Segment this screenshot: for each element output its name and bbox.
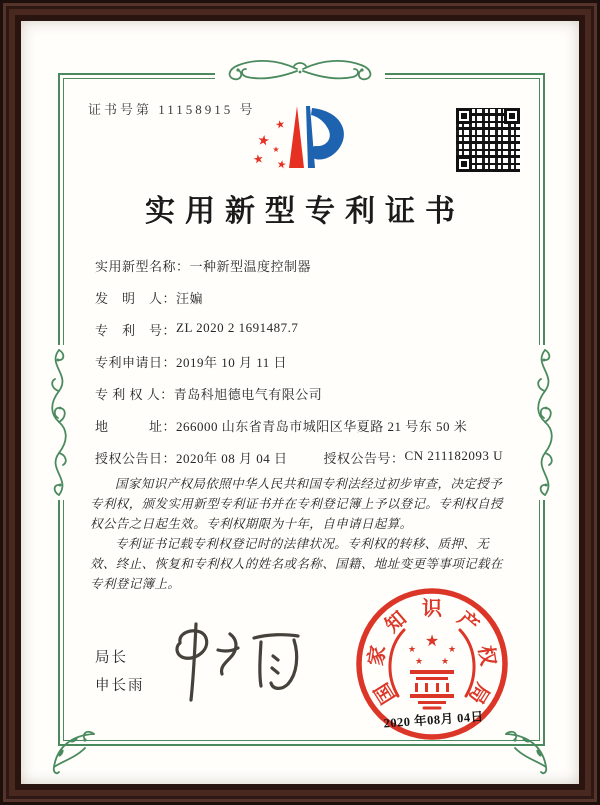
director-block (95, 646, 145, 702)
field-label: 授权公告号： (323, 451, 405, 466)
director-name: 申长雨 (95, 678, 145, 694)
field-address (95, 416, 540, 435)
field-inventor (95, 288, 540, 307)
qr-code (456, 108, 520, 172)
page-title: 实用新型专利证书 (145, 195, 465, 228)
svg-text:★: ★ (424, 633, 440, 650)
border-sprig-bottom-left-icon (44, 724, 99, 779)
field-value: 2019年 10 月 11 日 (176, 355, 288, 370)
svg-text:★: ★ (440, 656, 450, 666)
seal-date: 2020 年08月 04日 (383, 709, 485, 731)
field-utility-model-name (95, 256, 540, 275)
field-value: 汪媥 (176, 291, 204, 306)
field-value: ZL 2020 2 1691487.7 (176, 320, 299, 335)
svg-text:知: 知 (381, 607, 411, 638)
certificate-fields (95, 256, 540, 480)
field-patent-number (95, 320, 540, 339)
border-scroll-left-icon (40, 345, 76, 500)
cnipa-logo-icon (250, 98, 354, 177)
field-patentee (95, 384, 540, 403)
svg-text:★: ★ (272, 145, 280, 154)
qr-finder-icon (456, 156, 472, 172)
svg-text:权: 权 (473, 644, 499, 668)
field-label: 授权公告日： (95, 451, 177, 466)
legal-paragraph-1: 国家知识产权局依照中华人民共和国专利法经过初步审查，决定授予专利权，颁发实用新型专利证书并在专利登记簿上予以登记。专利权自授权公告之日起生效。专利权期限为十年，自申请日起算。 (90, 477, 503, 531)
svg-text:国: 国 (370, 678, 401, 708)
legal-text (90, 474, 512, 594)
field-value: 2020年 08 月 04 日 (176, 451, 288, 466)
director-signature (158, 616, 323, 711)
field-filing-date (95, 352, 540, 371)
svg-text:局: 局 (463, 678, 494, 708)
svg-text:识: 识 (422, 598, 442, 620)
director-title: 局长 (95, 650, 128, 666)
svg-text:★: ★ (447, 644, 457, 654)
legal-paragraph-2: 专利证书记载专利权登记时的法律状况。专利权的转移、质押、无效、终止、恢复和专利权人的姓名或名称、国籍、地址变更等事项记载在专利登记簿上。 (90, 537, 503, 591)
certificate-number: 证书号第 11158915 号 (88, 102, 256, 117)
svg-text:★: ★ (275, 158, 288, 172)
svg-text:★: ★ (414, 656, 424, 666)
svg-text:★: ★ (251, 151, 265, 167)
field-label: 专利申请日： (95, 355, 177, 370)
field-grant-row (95, 448, 540, 467)
svg-text:★: ★ (407, 644, 417, 654)
field-value: 266000 山东省青岛市城阳区华夏路 21 号东 50 米 (176, 419, 468, 434)
svg-text:★: ★ (274, 118, 287, 132)
qr-finder-icon (504, 108, 520, 124)
svg-text:产: 产 (453, 607, 483, 638)
field-label: 地 址： (95, 419, 177, 434)
field-label: 专 利 号： (95, 323, 177, 338)
field-label: 发 明 人： (95, 291, 177, 306)
field-label: 实用新型名称： (95, 259, 190, 274)
svg-text:★: ★ (256, 133, 271, 150)
field-value: CN 211182093 U (404, 448, 504, 463)
border-flourish-top-icon (215, 56, 385, 84)
svg-text:家: 家 (365, 644, 391, 668)
field-label: 专 利 权 人： (95, 387, 174, 402)
field-value: 青岛科旭德电气有限公司 (173, 387, 323, 402)
qr-finder-icon (456, 108, 472, 124)
field-value: 一种新型温度控制器 (189, 259, 312, 274)
